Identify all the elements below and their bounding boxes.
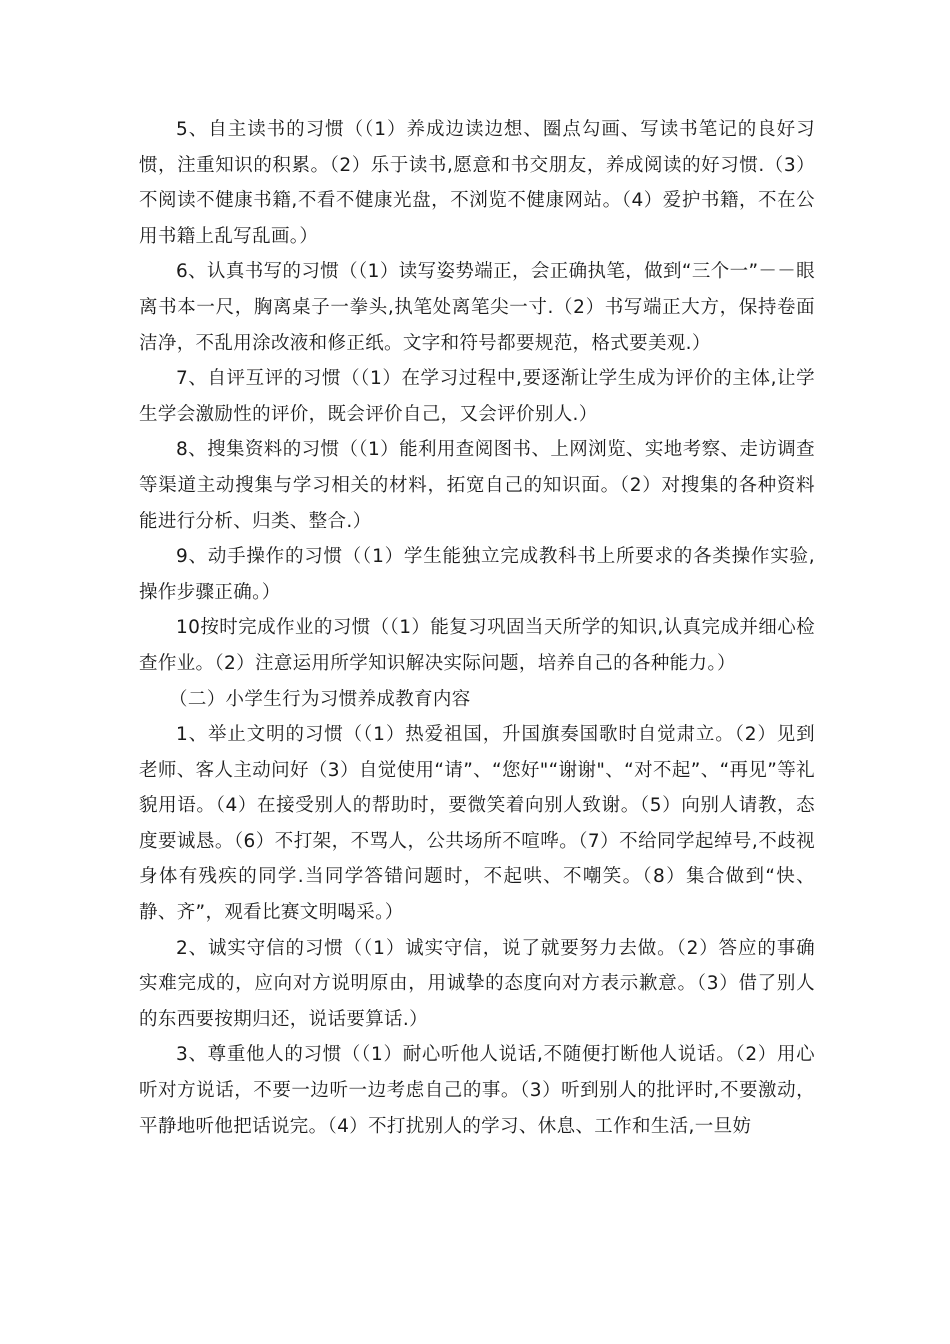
- section-heading: （二）小学生行为习惯养成教育内容: [169, 688, 471, 710]
- document-page: [139, 112, 815, 1144]
- paragraph-hands-on-habit: 9、动手操作的习惯（（1）学生能独立完成教科书上所要求的各类操作实验,操作步骤正确。）: [139, 546, 815, 603]
- paragraph-research-habit: 8、搜集资料的习惯（（1）能利用查阅图书、上网浏览、实地考察、走访调查等渠道主动搜集与学习相关的材料，拓宽自己的知识面。（2）对搜集的各种资料能进行分析、归类、整合.）: [139, 439, 815, 532]
- paragraph-honesty-habit: 2、诚实守信的习惯（（1）诚实守信，说了就要努力去做。（2）答应的事确实难完成的，应向对方说明原由，用诚挚的态度向对方表示歉意。（3）借了别人的东西要按期归还，说话要算话.）: [139, 937, 815, 1030]
- paragraph-reading-habit: 5、自主读书的习惯（（1）养成边读边想、圈点勾画、写读书笔记的良好习惯，注重知识的积累。（2）乐于读书,愿意和书交朋友，养成阅读的好习惯.（3）不阅读不健康书籍,不看不健康光盘，不浏览不健康网站。（4）爱护书籍，不在公用书籍上乱写乱画。）: [139, 119, 815, 247]
- paragraph-respect-habit: 3、尊重他人的习惯（（1）耐心听他人说话,不随便打断他人说话。（2）用心听对方说话，不要一边听一边考虑自己的事。（3）听到别人的批评时,不要激动，平静地听他把话说完。（4）不打扰别人的学习、休息、工作和生活,一旦妨: [139, 1044, 815, 1137]
- paragraph-evaluation-habit: 7、自评互评的习惯（（1）在学习过程中,要逐渐让学生成为评价的主体,让学生学会激励性的评价，既会评价自己，又会评价别人.）: [139, 368, 815, 425]
- paragraph-manners-habit: 1、举止文明的习惯（（1）热爱祖国，升国旗奏国歌时自觉肃立。（2）见到老师、客人主动问好（3）自觉使用“请”、“您好"“谢谢"、“对不起”、“再见”等礼貌用语。（4）在接受别人的帮助时，要微笑着向别人致谢。（5）向别人请教，态度要诚恳。（6）不打架，不骂人，公共场所不喧哗。（7）不给同学起绰号,不歧视身体有残疾的同学.当同学答错问题时，不起哄、不嘲笑。（8）集合做到“快、静、齐”，观看比赛文明喝采。）: [139, 724, 815, 924]
- paragraph-writing-habit: 6、认真书写的习惯（（1）读写姿势端正，会正确执笔，做到“三个一”－－眼离书本一尺，胸离桌子一拳头,执笔处离笔尖一寸.（2）书写端正大方，保持卷面洁净，不乱用涂改液和修正纸。文字和符号都要规范，格式要美观.）: [139, 261, 815, 354]
- paragraph-homework-habit: 10按时完成作业的习惯（（1）能复习巩固当天所学的知识,认真完成并细心检查作业。（2）注意运用所学知识解决实际问题，培养自己的各种能力。）: [139, 617, 815, 674]
